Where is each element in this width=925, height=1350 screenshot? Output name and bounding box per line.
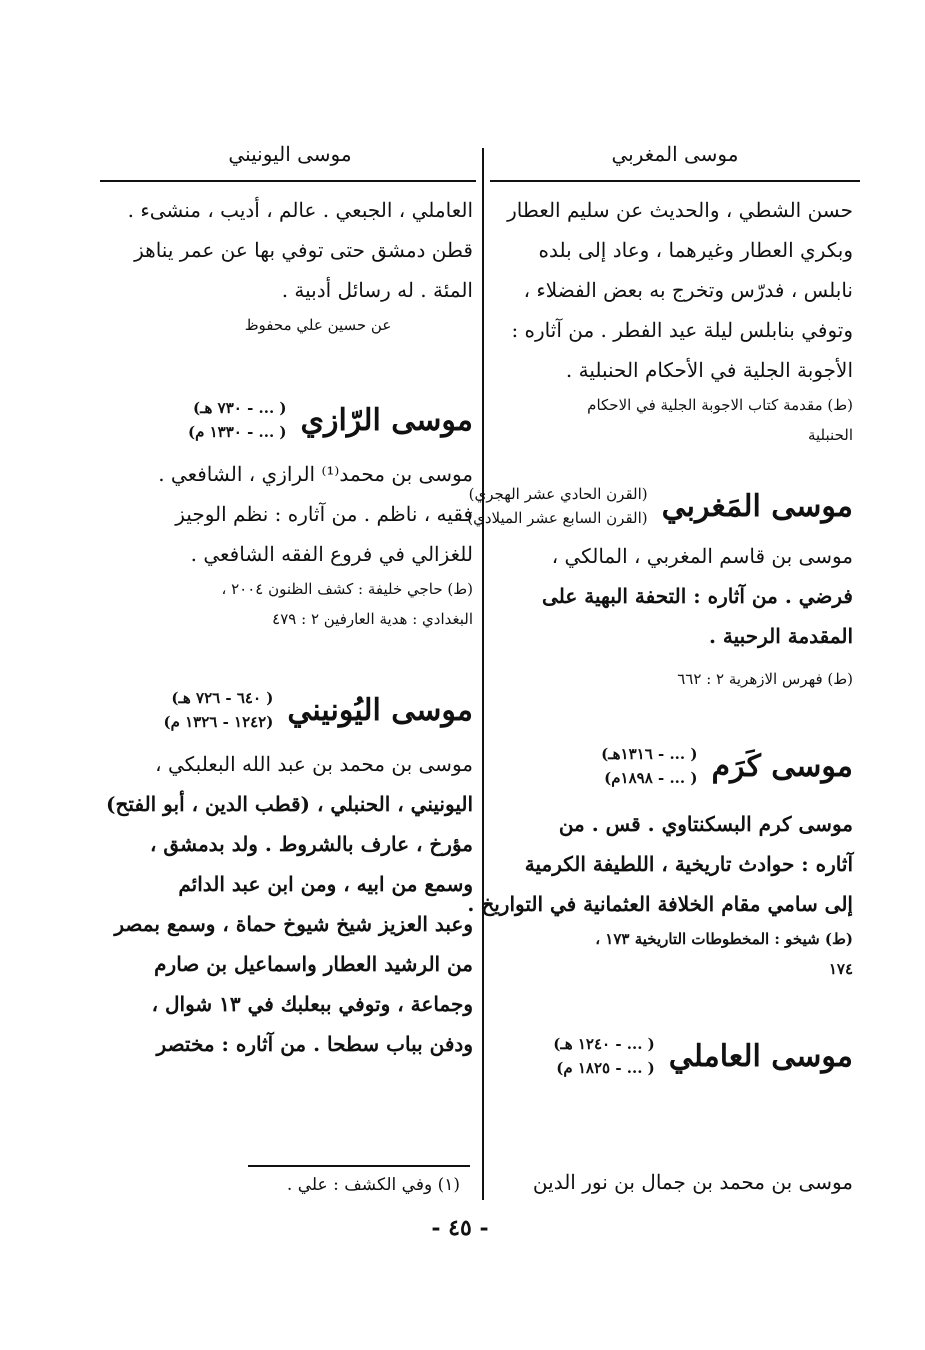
text-line: للغزالي في فروع الفقه الشافعي . — [190, 542, 473, 566]
source-line: الحنبلية — [807, 426, 853, 444]
text-line: نابلس ، فدرّس وتخرج به بعض الفضلاء ، — [523, 278, 853, 302]
column-divider — [482, 148, 484, 1200]
text-line: وبكري العطار وغيرهما ، وعاد إلى بلده — [538, 238, 853, 262]
text-line: ودفن بباب سطحا . من آثاره : مختصر — [156, 1032, 473, 1056]
entry-dates: ( ... - ٧٣٠ هـ) ( ... - ١٣٣٠ م) — [188, 399, 287, 441]
entry-heading-karam — [493, 742, 853, 790]
running-header-left: موسى اليونيني — [228, 142, 352, 166]
source-line: (ط) مقدمة كتاب الاجوبة الجلية في الاحكام — [587, 396, 853, 414]
text-line: فقيه ، ناظم . من آثاره : نظم الوجيز — [175, 502, 473, 526]
text-line: وعبد العزيز شيخ شيوخ حماة ، وسمع بمصر — [114, 912, 473, 936]
entry-dates: (القرن الحادي عشر الهجري) (القرن السابع عشر الميلادي) — [467, 485, 648, 527]
entry-heading-yunini — [103, 686, 473, 734]
text-line: موسى بن قاسم المغربي ، المالكي ، — [551, 544, 853, 568]
header-rule-right — [490, 180, 860, 182]
text-line: فرضي . من آثاره : التحفة البهية على — [542, 584, 853, 608]
entry-dates: ( ... - ١٢٤٠ هـ) ( ... - ١٨٢٥ م) — [553, 1035, 655, 1077]
entry-heading-amili — [493, 1032, 853, 1080]
left-column — [103, 190, 473, 1064]
source-line: (ط) شيخو : المخطوطات التاريخية ١٧٣ ، — [595, 930, 853, 948]
running-header-right: موسى المغربي — [611, 142, 739, 166]
source-line: (ط) فهرس الازهرية ٢ : ٦٦٢ — [677, 670, 853, 688]
source-line: (ط) حاجي خليفة : كشف الظنون ٢٠٠٤ ، — [221, 580, 473, 598]
text-line: إلى سامي مقام الخلافة العثمانية في التواريخ . — [467, 892, 853, 916]
footnote: (١) وفي الكشف : علي . — [286, 1175, 460, 1195]
entry-dates: ( ٦٤٠ - ٧٢٦ هـ) (١٢٤٢ - ١٣٢٦ م) — [163, 689, 274, 731]
text-line: موسى بن محمد بن جمال بن نور الدين — [532, 1170, 853, 1194]
text-line: المقدمة الرحبية . — [709, 624, 853, 648]
text-line: من الرشيد العطار واسماعيل بن صارم — [154, 952, 473, 976]
text-line: موسى بن محمد⁽¹⁾ الرازي ، الشافعي . — [158, 462, 473, 486]
entry-name: موسى الرّازي — [300, 402, 473, 438]
text-line: المئة . له رسائل أدبية . — [281, 278, 473, 302]
source-line: ١٧٤ — [828, 960, 853, 978]
page-number: - ٤٥ - — [431, 1215, 489, 1241]
entry-heading-maghribi — [467, 482, 853, 530]
text-line: اليونيني ، الحنبلي ، (قطب الدين ، أبو الفتح) — [106, 792, 473, 816]
text-line: الأجوبة الجلية في الأحكام الحنبلية . — [565, 358, 853, 382]
text-line: قطن دمشق حتى توفي بها عن عمر يناهز — [134, 238, 473, 262]
text-line: العاملي ، الجبعي . عالم ، أديب ، منشىء . — [127, 198, 473, 222]
header-rule-left — [100, 180, 476, 182]
right-column — [467, 190, 853, 1080]
entry-dates: ( ... - ١٣١٦هـ) ( ... - ١٨٩٨م) — [601, 745, 698, 787]
text-line: حسن الشطي ، والحديث عن سليم العطار — [507, 198, 853, 222]
source-line: البغدادي : هدية العارفين ٢ : ٤٧٩ — [272, 610, 473, 628]
text-line: مؤرخ ، عارف بالشروط . ولد بدمشق ، — [150, 832, 473, 856]
entry-name: موسى العاملي — [668, 1038, 853, 1074]
text-line: موسى كرم البسكنتاوي . قس . من — [558, 812, 853, 836]
text-line: وجماعة ، وتوفي ببعلبك في ١٣ شوال ، — [151, 992, 473, 1016]
entry-name: موسى المَغربي — [661, 488, 853, 524]
footnote-rule — [248, 1165, 470, 1167]
entry-heading-razi — [103, 396, 473, 444]
entry-name: موسى كَرَم — [711, 748, 853, 784]
source-line: عن حسين علي محفوظ — [244, 316, 392, 334]
entry-name: موسى اليُونيني — [287, 692, 473, 728]
text-line: وسمع من ابيه ، ومن ابن عبد الدائم — [178, 872, 473, 896]
text-line: آثاره : حوادث تاريخية ، اللطيفة الكرمية — [524, 852, 853, 876]
text-line: موسى بن محمد بن عبد الله البعلبكي ، — [155, 752, 473, 776]
text-line: وتوفي بنابلس ليلة عيد الفطر . من آثاره : — [511, 318, 853, 342]
